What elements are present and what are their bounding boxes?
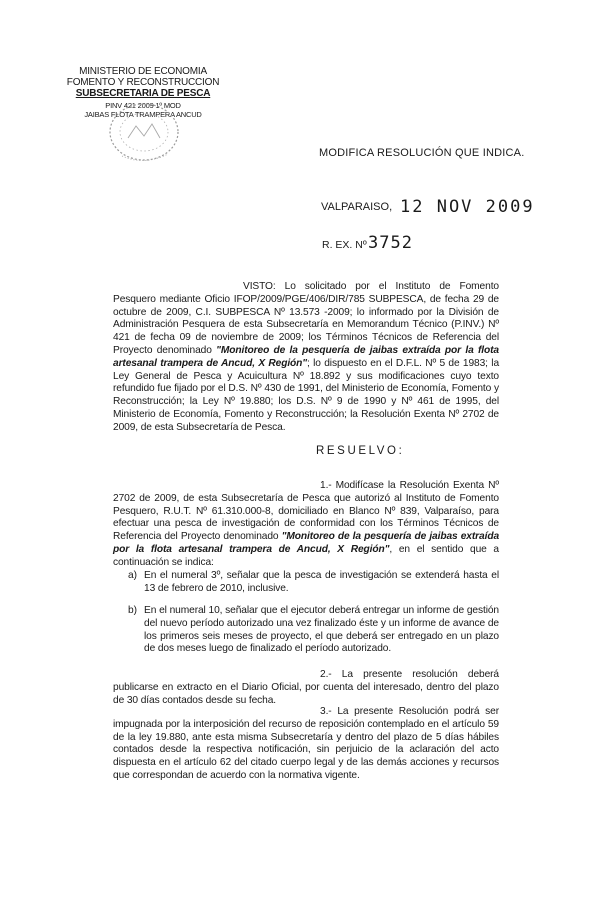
item-a-label: a) bbox=[128, 570, 138, 581]
reference-line-2: JAIBAS FLOTA TRAMPERA ANCUD bbox=[84, 110, 202, 119]
section-1-project-name: "Monitoreo de la pesquería de jaibas extraída por la flota artesanal trampera de Ancud, X Región" bbox=[113, 531, 500, 555]
date-stamp: 12 NOV 2009 bbox=[400, 197, 535, 217]
resuelvo-heading: RESUELVO: bbox=[316, 445, 405, 457]
section-1-text-2: , en el sentido que a continuación se indica: bbox=[113, 543, 499, 568]
section-1-paragraph bbox=[113, 480, 499, 570]
rex-number: 3752 bbox=[368, 233, 413, 253]
item-a-text: En el numeral 3º, señalar que la pesca de investigación se extenderá hasta el 13 de febrero de 2010, inclusive. bbox=[144, 570, 499, 594]
rex-label: R. EX. Nº bbox=[322, 239, 367, 251]
visto-project-name: "Monitoreo de la pesquería de jaibas extraída por la flota artesanal trampera de Ancud, X Región" bbox=[113, 344, 499, 369]
document-title: MODIFICA RESOLUCIÓN QUE INDICA. bbox=[319, 147, 525, 159]
ministry-line-1: MINISTERIO DE ECONOMIA bbox=[79, 66, 207, 77]
visto-text-2: ; lo dispuesto en el D.F.L. Nº 5 de 1983; la Ley General de Pesca y Acuicultura Nº 18.892 y sus modificaciones cuyo texto refundido fue fijado por el D.S. Nº 430 de 1991, del Ministerio de Economía, Fomento y Reconstrucción; la Ley Nº 19.880; los D.S. Nº 9 de 1990 y Nº 461 de 1995, del Ministerio de Economía, Fomento y Reconstrucción; la Resolución Exenta Nº 2702 de 2009, de esta Subsecretaría de Pesca. bbox=[113, 357, 500, 433]
visto-text-1: VISTO: Lo solicitado por el Instituto de Fomento Pesquero mediante Oficio IFOP/2009/PGE/406/DIR/785 SUBPESCA, de fecha 29 de octubre de 2009, C.I. SUBPESCA Nº 13.573 -2009; lo informado por la División de Administración Pesquera de esta Subsecretaría en Memorandum Técnico (P.INV.) Nº 421 de fecha 09 de noviembre de 2009; los Términos Técnicos de Referencia del Proyecto denominado bbox=[113, 281, 499, 356]
section-1-text-1: 1.- Modifícase la Resolución Exenta Nº 2702 de 2009, de esta Subsecretaría de Pesca que autorizó al Instituto de Fomento Pesquero, R.U.T. Nº 61.310.000-8, domiciliado en Blanco Nº 839, Valparaíso, para efectuar una pesca de investigación de conformidad con los Términos Técnicos de Referencia del Proyecto denominado bbox=[113, 480, 499, 543]
reference-line-1: PINV 421 2009 1º MOD bbox=[105, 101, 181, 110]
subsecretaria-heading: SUBSECRETARIA DE PESCA bbox=[75, 88, 211, 99]
item-b-text: En el numeral 10, señalar que el ejecutor deberá entregar un informe de gestión del nuevo período autorizado una vez finalizado éste y un informe de avance de los primeros seis meses de proyecto, el que deberá ser entregado en un plazo de dos meses luego de finalizado el período autorizado. bbox=[144, 605, 499, 655]
visto-paragraph bbox=[113, 281, 499, 435]
official-seal bbox=[102, 96, 184, 166]
ministry-line-2: FOMENTO Y RECONSTRUCCION bbox=[66, 77, 220, 88]
section-3-paragraph: 3.- La presente Resolución podrá ser impugnada por la interposición del recurso de reposición contemplado en el artículo 59 de la ley 19.880, ante esta misma Subsecretaría y dentro del plazo de 5 días hábiles contados desde la respectiva notificación, sin perjuicio de la aclaración del acto dispuesta en el artículo 62 del citado cuerpo legal y de las demás acciones y recursos que correspondan de acuerdo con la normativa vigente. bbox=[113, 706, 499, 781]
item-b-label: b) bbox=[128, 605, 138, 616]
place-label: VALPARAISO, bbox=[321, 201, 393, 213]
section-2-paragraph: 2.- La presente resolución deberá publicarse en extracto en el Diario Oficial, por cuenta del interesado, dentro del plazo de 30 días contados desde su fecha. bbox=[113, 669, 499, 706]
